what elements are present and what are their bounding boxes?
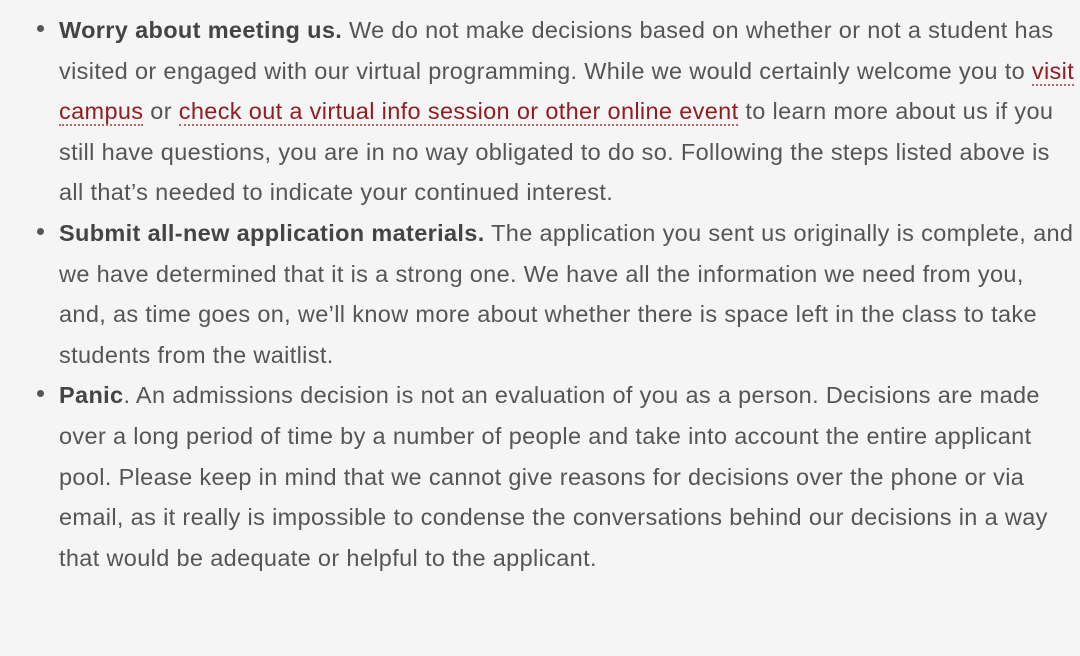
list-item bbox=[0, 10, 1080, 213]
item-heading: Submit all-new application materials. bbox=[59, 219, 485, 246]
bullet-icon bbox=[37, 228, 44, 235]
guidance-list bbox=[0, 10, 1080, 578]
bullet-icon bbox=[37, 390, 44, 397]
item-heading: Panic bbox=[59, 382, 124, 409]
list-item bbox=[0, 213, 1080, 375]
visit-campus-link[interactable]: visit campus bbox=[59, 57, 1075, 125]
item-text: or bbox=[143, 98, 179, 125]
list-item bbox=[0, 375, 1080, 578]
item-text: We do not make decisions based on whether or not a student has visited or engaged with our virtual programming. While we would certainly welcome you to bbox=[59, 17, 1054, 84]
item-text: . An admissions decision is not an evaluation of you as a person. Decisions are made over a long period of time by a number of people and take into account the entire applicant pool. Please keep in mind that we cannot give reasons for decisions over the phone or via email, as it really is impossible to condense the conversations behind our decisions in a way that would be adequate or helpful to the applicant. bbox=[59, 382, 1048, 571]
bullet-icon bbox=[37, 25, 44, 32]
item-heading: Worry about meeting us. bbox=[59, 17, 343, 43]
item-text: The application you sent us originally is complete, and we have determined that it is a strong one. We have all the information we need from you, and, as time goes on, we’ll know more about whether there is space left in the class to take students from the waitlist. bbox=[59, 219, 1074, 368]
item-text: to learn more about us if you still have questions, you are in no way obligated to do so. Following the steps listed above is all that’s needed to indicate your continued interest. bbox=[59, 98, 1054, 206]
virtual-info-session-link[interactable]: check out a virtual info session or other online event bbox=[178, 98, 739, 125]
